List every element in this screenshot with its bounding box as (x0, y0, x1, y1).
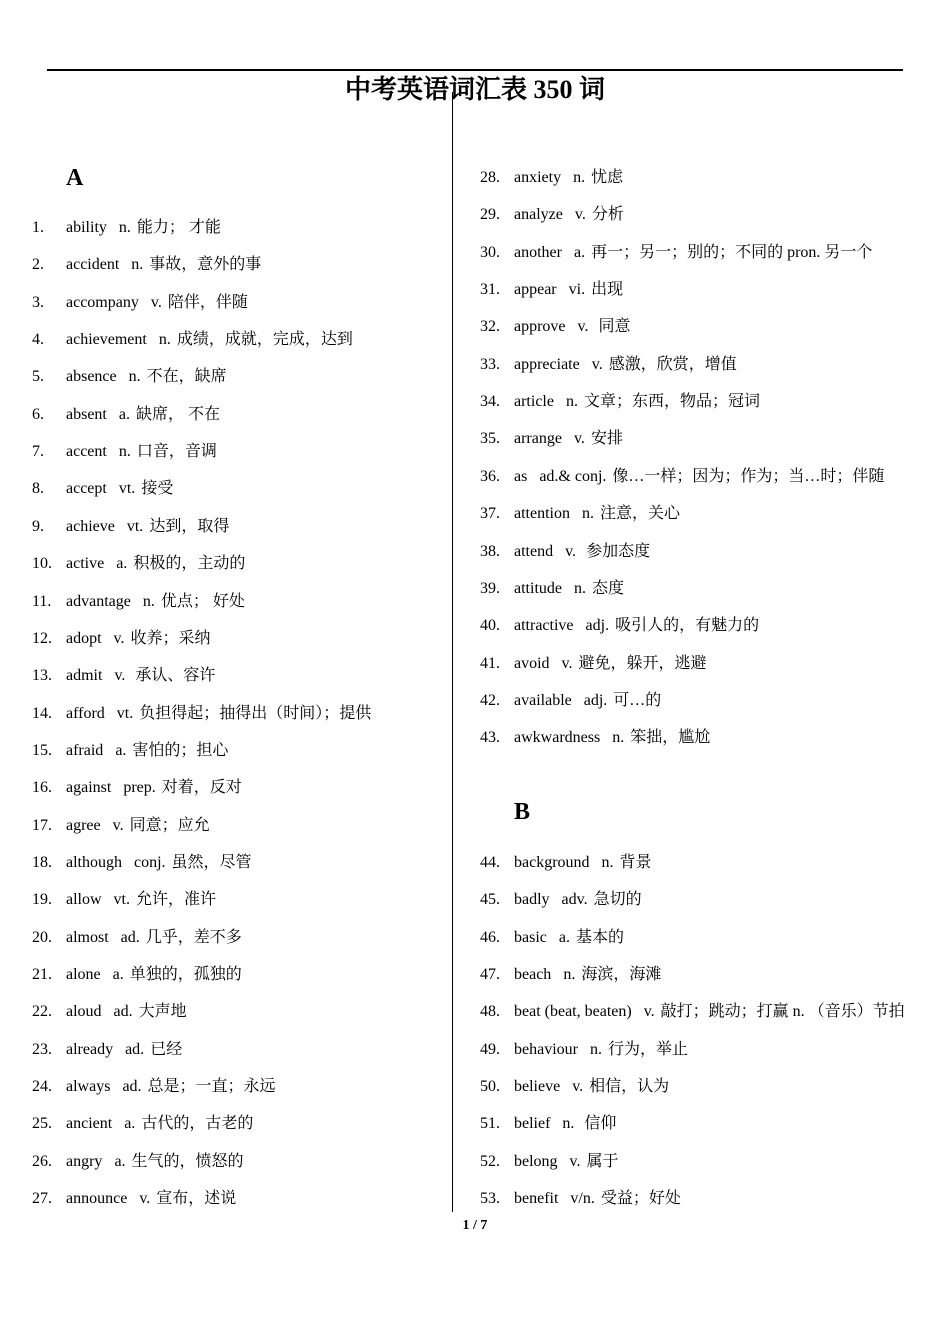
entry-word: beat (beat, beaten) (514, 1003, 632, 1021)
entry-meaning: 口音，音调 (136, 443, 217, 461)
entry-meaning: 急切的 (593, 891, 642, 909)
entry-meaning: 单独的，孤独的 (129, 966, 242, 983)
entry-text (514, 428, 623, 450)
entry-part-of-speech: n. (562, 1115, 575, 1133)
entry-part-of-speech: v. (114, 667, 126, 685)
entry-text (66, 815, 210, 837)
entry-number: 1. (32, 219, 44, 236)
entry-meaning: 总是；一直；永远 (147, 1078, 276, 1096)
entry-meaning: 生气的，愤怒的 (131, 1152, 244, 1170)
entry-word: another (514, 243, 562, 261)
entry-part-of-speech: v. (139, 1190, 151, 1208)
entry-meaning: 安排 (590, 430, 623, 448)
entry-meaning: 成绩，成就，完成，达到 (176, 331, 353, 349)
entry-part-of-speech: v. (591, 355, 603, 373)
entry-part-of-speech: v. (569, 1152, 581, 1170)
entry-text (66, 777, 242, 799)
entry-meaning: 几乎，差不多 (145, 928, 242, 946)
entry-part-of-speech: n. (158, 331, 171, 349)
entry-number: 42. (480, 691, 500, 709)
entry-part-of-speech: n. (601, 854, 614, 871)
entry-meaning: 基本的 (575, 928, 624, 946)
section-letter-b: B (514, 799, 531, 825)
entry-part-of-speech: v. (561, 654, 573, 672)
entry-meaning: 能力； 才能 (136, 219, 221, 236)
entry-part-of-speech: n. (118, 443, 131, 461)
entry-number: 24. (32, 1078, 52, 1096)
entry-part-of-speech: n. (581, 505, 594, 523)
entry-word: belief (514, 1115, 551, 1133)
entry-part-of-speech: n. (573, 169, 586, 186)
entry-meaning: 像…一样；因为；作为；当…时；伴随 (612, 467, 885, 485)
entry-number: 50. (480, 1078, 500, 1096)
entry-number: 41. (480, 654, 500, 672)
entry-meaning: 缺席， 不在 (135, 405, 220, 423)
entry-text (66, 329, 353, 351)
entry-part-of-speech: adv. (561, 891, 588, 909)
entry-part-of-speech: n. (563, 966, 576, 984)
entry-number: 25. (32, 1115, 52, 1133)
entry-word: analyze (514, 206, 563, 224)
entry-word: anxiety (514, 169, 562, 186)
entry-word: benefit (514, 1190, 559, 1208)
entry-meaning: 背景 (619, 854, 652, 871)
entry-text (514, 889, 642, 911)
entry-number: 15. (32, 741, 52, 759)
entry-meaning: 接受 (141, 480, 174, 498)
entry-text (514, 279, 623, 301)
section-letter-a: A (66, 165, 84, 191)
entry-meaning: 吸引人的，有魅力的 (615, 617, 760, 635)
entry-number: 34. (480, 393, 500, 411)
entry-text (514, 204, 624, 226)
entry-text (514, 727, 710, 749)
entry-text (66, 1113, 253, 1135)
entry-meaning: 承认、容许 (131, 667, 216, 685)
entry-text (514, 1151, 619, 1173)
entry-part-of-speech: v. (112, 816, 124, 834)
entry-number: 36. (480, 467, 500, 485)
entry-meaning: 事故，意外的事 (149, 256, 262, 274)
entry-word: allow (66, 891, 102, 909)
entry-part-of-speech: v. (577, 318, 589, 336)
entry-number: 14. (32, 704, 52, 722)
entry-text (66, 404, 220, 426)
entry-part-of-speech: v. (573, 430, 585, 448)
entry-meaning: 达到，取得 (149, 517, 230, 535)
entry-meaning: 虽然，尽管 (171, 853, 252, 871)
entry-part-of-speech: ad.& conj. (539, 467, 607, 485)
entry-word: ancient (66, 1115, 113, 1133)
entry-part-of-speech: adj. (583, 691, 608, 709)
entry-meaning: 不在，缺席 (146, 368, 227, 386)
entry-text (66, 217, 221, 239)
entry-word: belong (514, 1152, 558, 1170)
entry-word: achieve (66, 517, 115, 535)
entry-number: 3. (32, 293, 44, 311)
entry-text (514, 964, 661, 986)
entry-word: alone (66, 966, 101, 983)
entry-word: article (514, 393, 554, 411)
entry-text (66, 478, 173, 500)
entry-text (514, 1113, 616, 1135)
entry-number: 18. (32, 853, 52, 871)
entry-meaning: 海滨，海滩 (581, 966, 662, 984)
entry-meaning: 出现 (591, 281, 624, 299)
entry-number: 32. (480, 318, 500, 336)
entry-text (66, 1151, 244, 1173)
entry-word: attention (514, 505, 570, 523)
entry-part-of-speech: n. (573, 579, 586, 597)
entry-text (66, 366, 227, 388)
entry-word: accent (66, 443, 107, 461)
entry-meaning: 忧虑 (591, 169, 624, 186)
entry-word: active (66, 555, 105, 573)
entry-number: 46. (480, 928, 500, 946)
entry-part-of-speech: a. (114, 1152, 126, 1170)
entry-meaning: 笨拙，尴尬 (630, 729, 711, 747)
entry-text (514, 653, 707, 675)
entry-meaning: 积极的，主动的 (133, 555, 246, 573)
entry-text (514, 541, 650, 563)
entry-part-of-speech: v. (572, 1078, 584, 1096)
entry-word: adopt (66, 629, 102, 647)
entry-meaning: 宣布，述说 (156, 1190, 237, 1208)
entry-word: accompany (66, 293, 139, 311)
entry-part-of-speech: n. (612, 729, 625, 747)
entry-word: attractive (514, 617, 574, 635)
entry-part-of-speech: a. (558, 928, 570, 946)
entry-word: afraid (66, 741, 104, 759)
entry-meaning: 同意；应允 (129, 816, 210, 834)
entry-word: aloud (66, 1003, 102, 1021)
entry-number: 8. (32, 480, 44, 498)
entry-word: advantage (66, 592, 131, 610)
entry-meaning: 文章；东西，物品；冠词 (583, 393, 760, 411)
entry-number: 53. (480, 1190, 500, 1208)
entry-number: 22. (32, 1003, 52, 1021)
entry-text (514, 1039, 688, 1061)
entry-number: 28. (480, 169, 500, 186)
entry-part-of-speech: ad. (113, 1003, 133, 1021)
entry-meaning: 允许，准许 (136, 891, 217, 909)
entry-number: 26. (32, 1152, 52, 1170)
entry-text (66, 740, 228, 762)
entry-number: 4. (32, 331, 44, 349)
entry-meaning: 分析 (591, 206, 624, 224)
entry-part-of-speech: vt. (113, 891, 130, 909)
entry-number: 12. (32, 629, 52, 647)
entry-meaning: 敲打；跳动；打赢 n. （音乐）节拍 (660, 1003, 905, 1021)
entry-part-of-speech: a. (115, 741, 127, 759)
entry-part-of-speech: vt. (126, 517, 144, 535)
entry-word: behaviour (514, 1040, 578, 1058)
entry-number: 19. (32, 891, 52, 909)
entry-number: 16. (32, 779, 52, 797)
entry-part-of-speech: n. (131, 256, 144, 274)
entry-text (514, 927, 624, 949)
entry-number: 45. (480, 891, 500, 909)
entry-meaning: 感激，欣赏，增值 (608, 355, 737, 373)
entry-number: 23. (32, 1040, 52, 1058)
entry-word: avoid (514, 654, 550, 672)
entry-part-of-speech: n. (589, 1040, 602, 1058)
entry-part-of-speech: v. (643, 1003, 655, 1021)
entry-part-of-speech: a. (118, 405, 130, 423)
entry-number: 9. (32, 517, 44, 535)
entry-part-of-speech: ad. (122, 1078, 142, 1096)
entry-number: 48. (480, 1003, 500, 1021)
entry-word: admit (66, 667, 103, 685)
entry-part-of-speech: vt. (118, 480, 136, 498)
entry-meaning: 古代的，古老的 (141, 1115, 254, 1133)
entry-meaning: 已经 (150, 1040, 183, 1058)
entry-meaning: 态度 (591, 579, 624, 597)
entry-word: ability (66, 219, 107, 236)
entry-text (66, 889, 216, 911)
entry-meaning: 收养；采纳 (130, 629, 211, 647)
entry-meaning: 参加态度 (582, 542, 651, 560)
entry-text (514, 354, 737, 376)
entry-word: achievement (66, 331, 147, 349)
entry-meaning: 属于 (586, 1152, 619, 1170)
entry-number: 20. (32, 928, 52, 946)
entry-part-of-speech: conj. (134, 853, 166, 871)
entry-word: awkwardness (514, 729, 601, 747)
entry-text (66, 553, 245, 575)
entry-text (514, 690, 661, 712)
entry-text (66, 628, 211, 650)
entry-text (514, 852, 652, 874)
entry-number: 21. (32, 966, 52, 983)
entry-number: 40. (480, 617, 500, 635)
entry-word: believe (514, 1078, 561, 1096)
entry-part-of-speech: vt. (116, 704, 134, 722)
entry-number: 29. (480, 206, 500, 224)
entry-text (66, 292, 248, 314)
entry-part-of-speech: n. (128, 368, 141, 386)
entry-word: badly (514, 891, 550, 909)
entry-part-of-speech: ad. (120, 928, 140, 946)
entry-word: arrange (514, 430, 562, 448)
entry-word: angry (66, 1152, 103, 1170)
entry-meaning: 相信，认为 (589, 1078, 670, 1096)
entry-number: 11. (32, 592, 52, 610)
entry-number: 49. (480, 1040, 500, 1058)
entry-word: appreciate (514, 355, 580, 373)
entry-text (66, 852, 252, 874)
entry-number: 37. (480, 505, 500, 523)
entry-word: against (66, 779, 112, 797)
entry-number: 51. (480, 1115, 500, 1133)
entry-part-of-speech: v. (565, 542, 577, 560)
entry-word: accident (66, 256, 120, 274)
entry-number: 27. (32, 1190, 52, 1208)
entry-text (514, 391, 760, 413)
page-number: 1 / 7 (462, 1218, 488, 1233)
entry-word: beach (514, 966, 552, 984)
entry-part-of-speech: v/n. (570, 1190, 595, 1208)
entry-word: basic (514, 928, 547, 946)
entry-text (514, 578, 624, 600)
entry-meaning: 可…的 (613, 691, 662, 709)
entry-text (66, 964, 242, 986)
entry-meaning: 对着，反对 (161, 779, 242, 797)
entry-word: attend (514, 542, 554, 560)
entry-meaning: 负担得起；抽得出（时间）；提供 (139, 704, 372, 722)
entry-meaning: 避免，躲开，逃避 (578, 654, 707, 672)
entry-part-of-speech: v. (113, 629, 125, 647)
entry-meaning: 受益；好处 (600, 1190, 681, 1208)
entry-meaning: 同意 (594, 318, 631, 336)
entry-part-of-speech: v. (574, 206, 586, 224)
entry-number: 7. (32, 443, 44, 461)
entry-text (66, 927, 242, 949)
entry-number: 38. (480, 542, 500, 560)
entry-word: almost (66, 928, 109, 946)
entry-number: 17. (32, 816, 52, 834)
entry-word: announce (66, 1190, 128, 1208)
page-title: 中考英语词汇表 350 词 (344, 75, 605, 104)
entry-meaning: 陪伴，伴随 (167, 293, 248, 311)
entry-text (514, 167, 623, 189)
entry-number: 39. (480, 579, 500, 597)
entry-word: approve (514, 318, 566, 336)
entry-part-of-speech: a. (573, 243, 586, 261)
entry-word: agree (66, 816, 101, 834)
entry-text (66, 665, 215, 687)
entry-text (66, 1188, 236, 1210)
entry-part-of-speech: adj. (585, 617, 610, 635)
entry-text (514, 466, 884, 488)
entry-number: 43. (480, 729, 500, 747)
entry-number: 35. (480, 430, 500, 448)
entry-number: 31. (480, 281, 500, 299)
entry-word: attitude (514, 579, 562, 597)
entry-word: already (66, 1040, 114, 1058)
top-rule (47, 69, 903, 71)
entry-word: available (514, 691, 572, 709)
entry-text (66, 703, 371, 725)
entry-word: absence (66, 368, 117, 386)
entry-number: 5. (32, 368, 44, 386)
entry-word: as (514, 467, 528, 485)
entry-word: although (66, 853, 122, 871)
entry-word: background (514, 854, 590, 871)
entry-text (514, 1188, 681, 1210)
entry-text (514, 316, 631, 338)
entry-text (66, 441, 217, 463)
entry-meaning: 大声地 (138, 1003, 187, 1021)
entry-word: absent (66, 405, 107, 423)
entry-meaning: 信仰 (580, 1115, 617, 1133)
entry-word: accept (66, 480, 107, 498)
entry-number: 2. (32, 256, 44, 274)
entry-part-of-speech: a. (112, 966, 124, 983)
entry-text (66, 591, 245, 613)
entry-part-of-speech: n. (565, 393, 578, 411)
entry-number: 13. (32, 667, 52, 685)
entry-number: 30. (480, 243, 500, 261)
entry-meaning: 害怕的；担心 (132, 741, 229, 759)
entry-part-of-speech: ad. (125, 1040, 145, 1058)
entry-word: afford (66, 704, 105, 722)
entry-meaning: 行为，举止 (607, 1040, 688, 1058)
entry-word: appear (514, 281, 557, 299)
entry-text (66, 254, 261, 276)
entry-meaning: 再一；另一；别的；不同的 pron. 另一个 (591, 243, 873, 261)
entry-number: 33. (480, 355, 500, 373)
entry-part-of-speech: n. (142, 592, 155, 610)
entry-number: 10. (32, 555, 52, 573)
entry-number: 44. (480, 854, 500, 871)
entry-text (66, 1001, 187, 1023)
entry-part-of-speech: a. (116, 555, 128, 573)
entry-text (514, 1076, 669, 1098)
entry-number: 52. (480, 1152, 500, 1170)
entry-meaning: 优点； 好处 (160, 592, 245, 610)
entry-part-of-speech: v. (150, 293, 162, 311)
entry-text (514, 242, 872, 264)
entry-text (66, 1076, 276, 1098)
entry-part-of-speech: vi. (568, 281, 586, 299)
entry-meaning: 注意，关心 (599, 505, 680, 523)
entry-part-of-speech: n. (118, 219, 131, 236)
entry-text (514, 503, 680, 525)
entry-number: 47. (480, 966, 500, 984)
entry-text (514, 615, 759, 637)
entry-text (66, 516, 229, 538)
entry-word: always (66, 1078, 111, 1096)
entry-part-of-speech: a. (124, 1115, 136, 1133)
entry-text (514, 1001, 905, 1023)
column-divider (452, 92, 453, 1212)
entry-part-of-speech: prep. (123, 779, 156, 797)
entry-text (66, 1039, 182, 1061)
entry-number: 6. (32, 405, 44, 423)
